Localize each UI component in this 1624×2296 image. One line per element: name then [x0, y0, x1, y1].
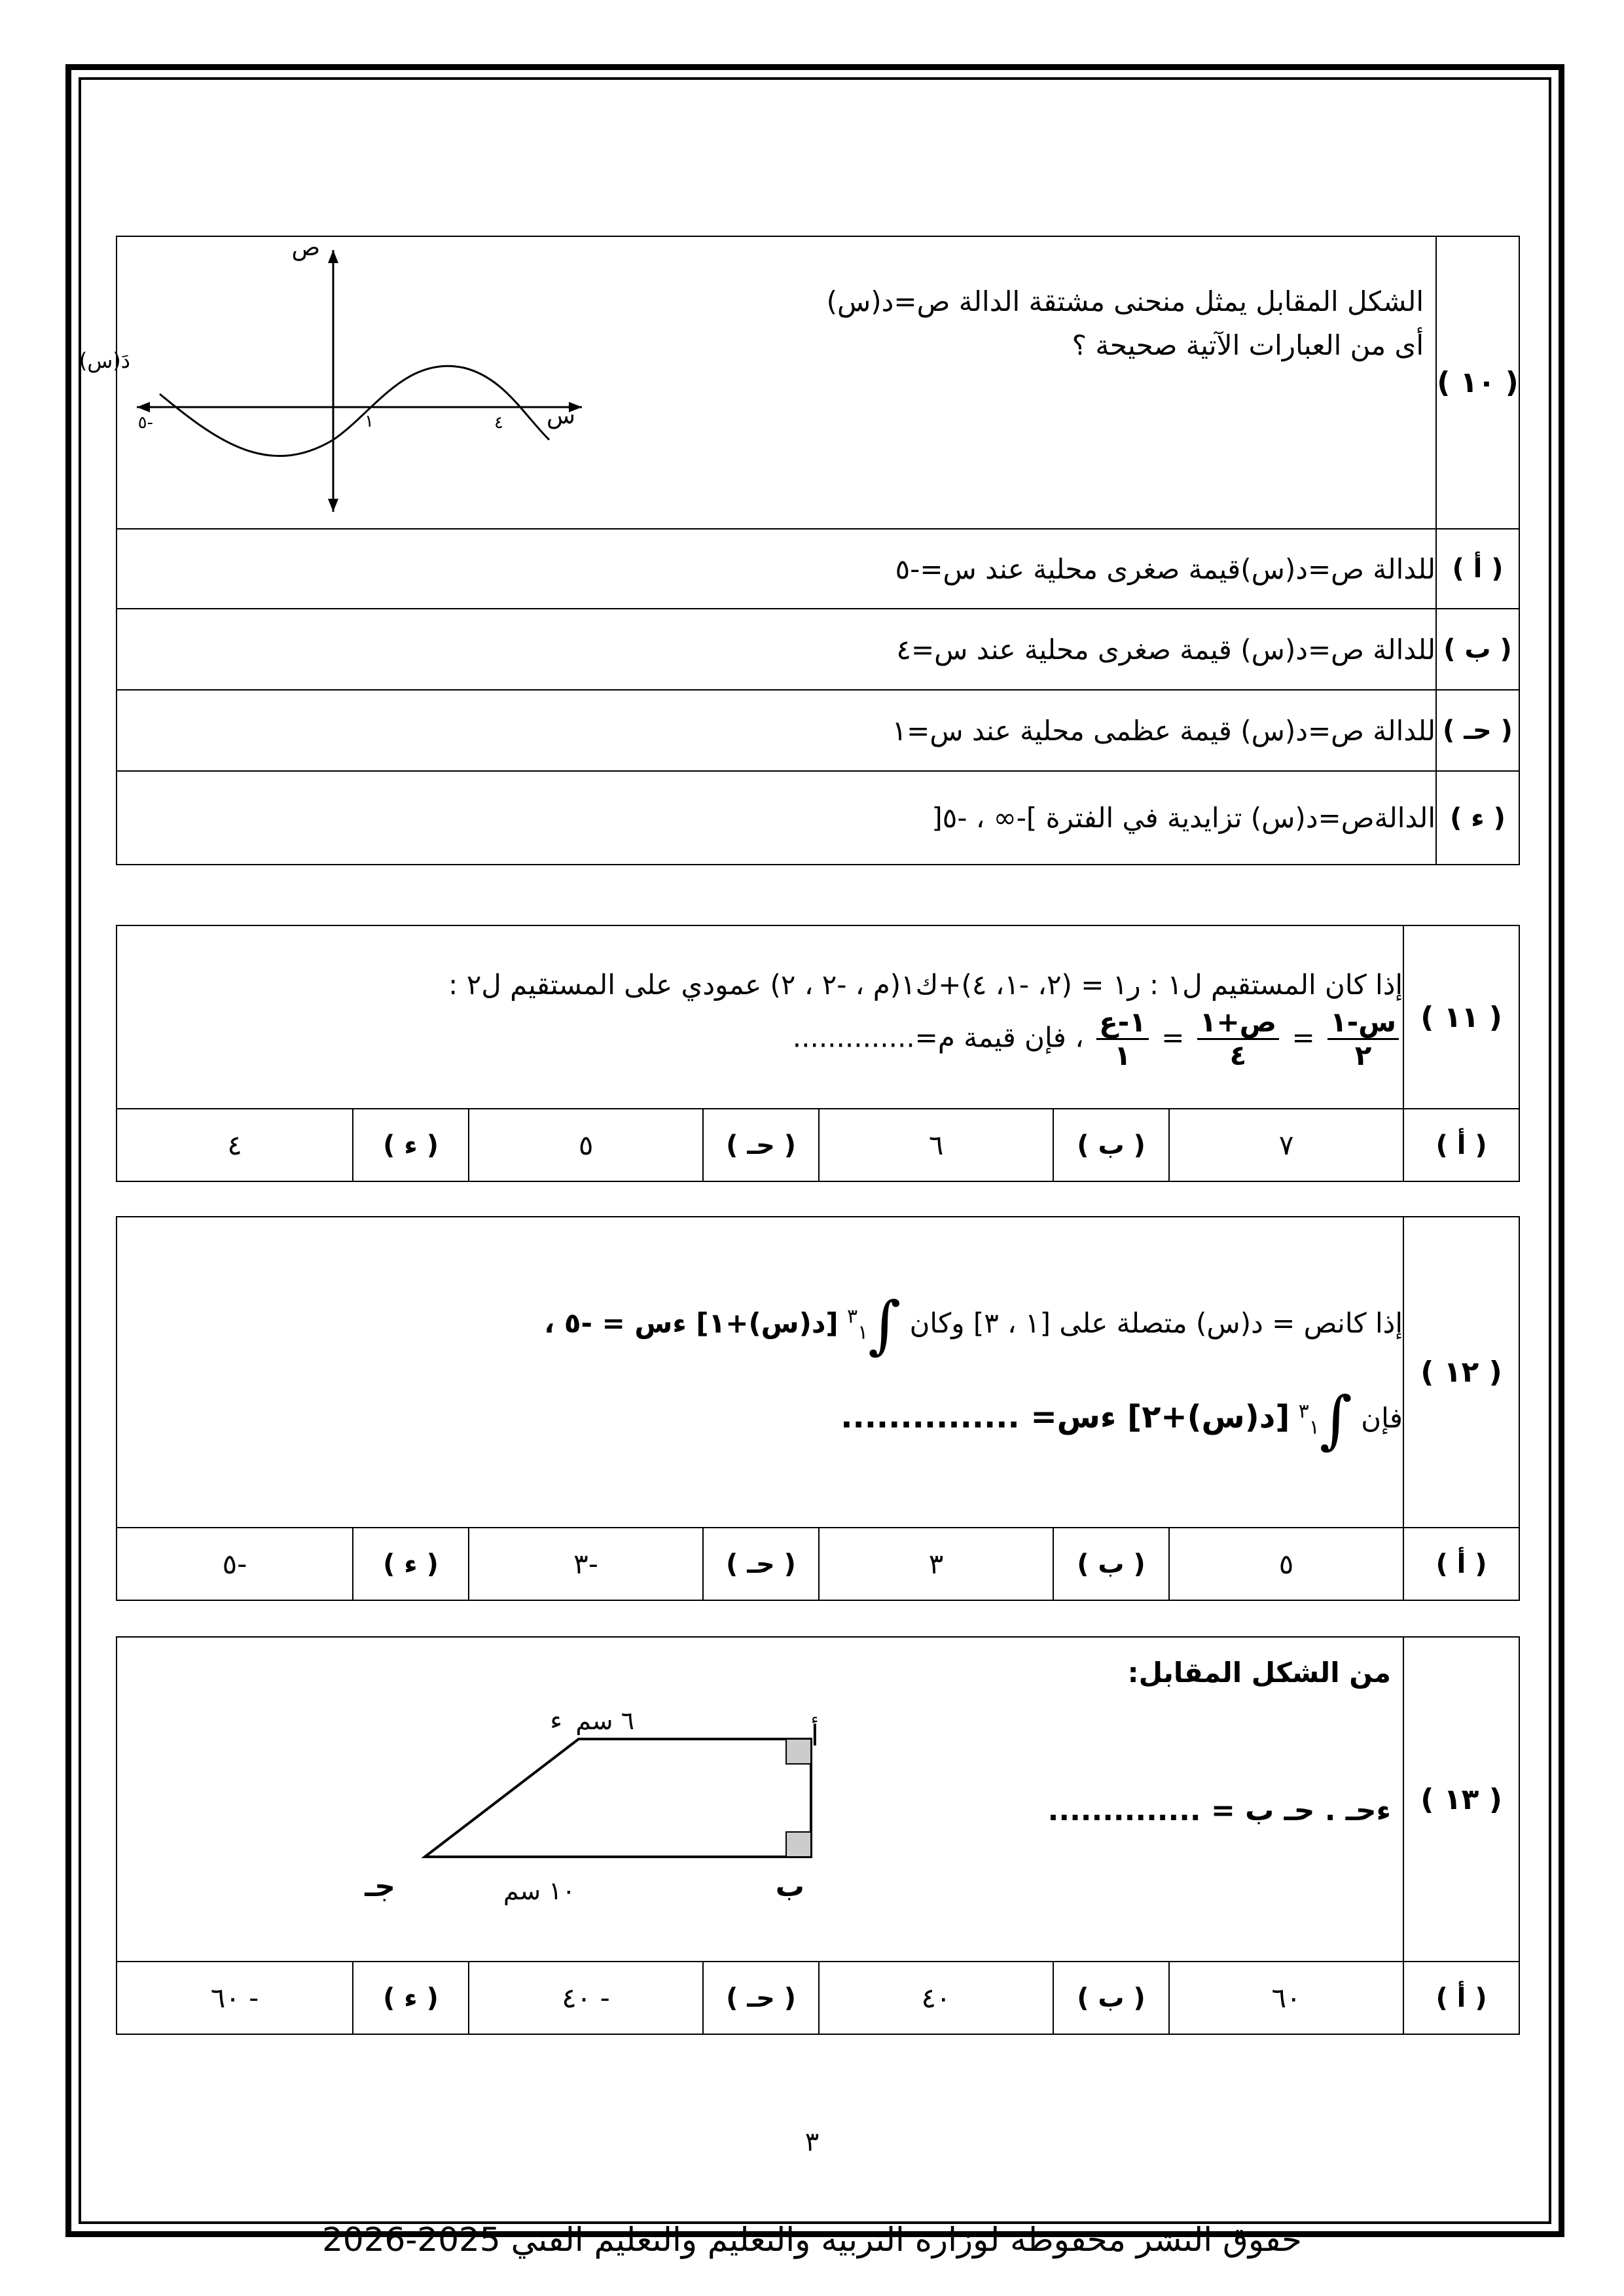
stem-tail: ، فإن قيمة م=..............	[792, 1021, 1084, 1054]
option-row[interactable]	[117, 529, 1519, 609]
x-axis-label: س	[547, 403, 575, 429]
derivative-graph	[79, 234, 595, 525]
question-13	[116, 1636, 1520, 2035]
question-stem	[815, 279, 1435, 367]
vertex-d: ء	[550, 1706, 562, 1736]
option-row[interactable]	[117, 771, 1519, 865]
option-value-d[interactable]: - ٦٠	[117, 1962, 353, 2034]
option-label-c: ( حـ )	[703, 1109, 819, 1181]
stem-line-2: $\frac{\text{س-١}}{٢}$ = $\frac{\text{ص+١}}{٤}$ = $\frac{\text{١-ع}}{١}$ ، فإن قيمة م=..............	[117, 1007, 1403, 1072]
option-value-c[interactable]: - ٤٠	[469, 1962, 703, 2034]
option-label-c: ( حـ )	[703, 1962, 819, 2034]
option-label-b: ( ب )	[1053, 1528, 1169, 1600]
page-number: ٣	[804, 2127, 820, 2157]
question-12	[116, 1216, 1520, 1601]
option-label-c: ( حـ )	[703, 1528, 819, 1600]
fraction-y: $\frac{\text{ص+١}}{٤}$	[1197, 1007, 1279, 1072]
option-text-c: للدالة ص=د(س) قيمة عظمى محلية عند س=١	[117, 690, 1436, 771]
trapezoid-figure	[281, 1677, 870, 1926]
option-label-b: ( ب )	[1053, 1109, 1169, 1181]
option-label-d: ( ء )	[1436, 771, 1519, 865]
vector-expression: ءحـ . حـ ب = ..............	[1047, 1794, 1392, 1827]
copyright-footer: حقوق النشر محفوظة لوزارة التربية والتعليم والتعليم الفني 2025-2026	[322, 2221, 1302, 2259]
option-text-a: للدالة ص=د(س)قيمة صغرى محلية عند س=-٥	[117, 529, 1436, 609]
option-value-b[interactable]: ٣	[819, 1528, 1053, 1600]
option-label-d: ( ء )	[353, 1962, 469, 2034]
stem-line-1: إذا كان المستقيم ل١ : ر١ = (٢، -١، ٤)+ك١(م ، -٢ ، ٢) عمودي على المستقيم ل٢ :	[448, 968, 1403, 1001]
fraction-z: $\frac{\text{١-ع}}{١}$	[1096, 1007, 1149, 1072]
question-11	[116, 925, 1520, 1182]
option-value-d[interactable]: -٥	[117, 1528, 353, 1600]
top-length: ٦ سم	[575, 1706, 634, 1735]
option-value-b[interactable]: ٤٠	[819, 1962, 1053, 2034]
option-label-a: ( أ )	[1403, 1962, 1519, 2034]
integral-sign-icon: ∫	[868, 1287, 901, 1361]
fraction-x: $\frac{\text{س-١}}{٢}$	[1327, 1007, 1399, 1072]
tick-label-minus-5: -٥	[137, 413, 153, 433]
option-value-c[interactable]: -٣	[469, 1528, 703, 1600]
option-label-d: ( ء )	[353, 1109, 469, 1181]
option-label-a: ( أ )	[1436, 529, 1519, 609]
stem-line-2: فإن ∫$^٣_١$ [د(س)+٢] ءس= ...............	[840, 1382, 1403, 1456]
option-label-b: ( ب )	[1436, 609, 1519, 690]
integral-sign-icon: ∫	[1319, 1382, 1352, 1456]
tick-label-4: ٤	[494, 413, 503, 433]
vertex-b: ب	[775, 1870, 804, 1903]
option-value-a[interactable]: ٦٠	[1169, 1962, 1403, 2034]
y-axis-label: ص	[291, 234, 320, 261]
tick-label-1: ١	[365, 412, 374, 431]
vertex-c: جـ	[365, 1870, 395, 1903]
option-value-b[interactable]: ٦	[819, 1109, 1053, 1181]
right-angle-marker-top	[786, 1739, 811, 1764]
option-value-c[interactable]: ٥	[469, 1109, 703, 1181]
option-value-a[interactable]: ٥	[1169, 1528, 1403, 1600]
option-label-c: ( حـ )	[1436, 690, 1519, 771]
option-value-d[interactable]: ٤	[117, 1109, 353, 1181]
stem-line-2: أى من العبارات الآتية صحيحة ؟	[1072, 329, 1424, 362]
option-label-a: ( أ )	[1403, 1109, 1519, 1181]
question-number: ( ١٠ )	[1436, 236, 1519, 529]
bottom-length: ١٠ سم	[503, 1876, 575, 1905]
option-text-d: الدالةص=د(س) تزايدية في الفترة ]-∞ ، -٥[	[117, 771, 1436, 865]
question-number: ( ١١ )	[1403, 925, 1519, 1109]
option-label-d: ( ء )	[353, 1528, 469, 1600]
option-text-b: للدالة ص=د(س) قيمة صغرى محلية عند س=٤	[117, 609, 1436, 690]
question-stem	[117, 925, 1403, 1109]
question-number: ( ١٣ )	[1403, 1637, 1519, 1962]
vertex-a: أ	[810, 1719, 819, 1753]
stem-line-1: الشكل المقابل يمثل منحنى مشتقة الدالة ص=د(س)	[826, 285, 1424, 317]
curve-label: دَ(س)	[79, 348, 130, 373]
option-value-a[interactable]: ٧	[1169, 1109, 1403, 1181]
right-angle-marker-bottom	[786, 1832, 811, 1857]
question-title: من الشكل المقابل:	[1127, 1657, 1392, 1689]
question-10	[79, 234, 1520, 865]
question-stem	[117, 1217, 1403, 1528]
question-number: ( ١٢ )	[1403, 1217, 1519, 1528]
option-label-b: ( ب )	[1053, 1962, 1169, 2034]
stem-line-1: إذا كانص = د(س) متصلة على [١ ، ٣] وكان ∫$^٣_١$ [د(س)+١] ءس = -٥ ،	[544, 1287, 1403, 1361]
option-row[interactable]	[117, 690, 1519, 771]
option-label-a: ( أ )	[1403, 1528, 1519, 1600]
option-row[interactable]	[117, 609, 1519, 690]
